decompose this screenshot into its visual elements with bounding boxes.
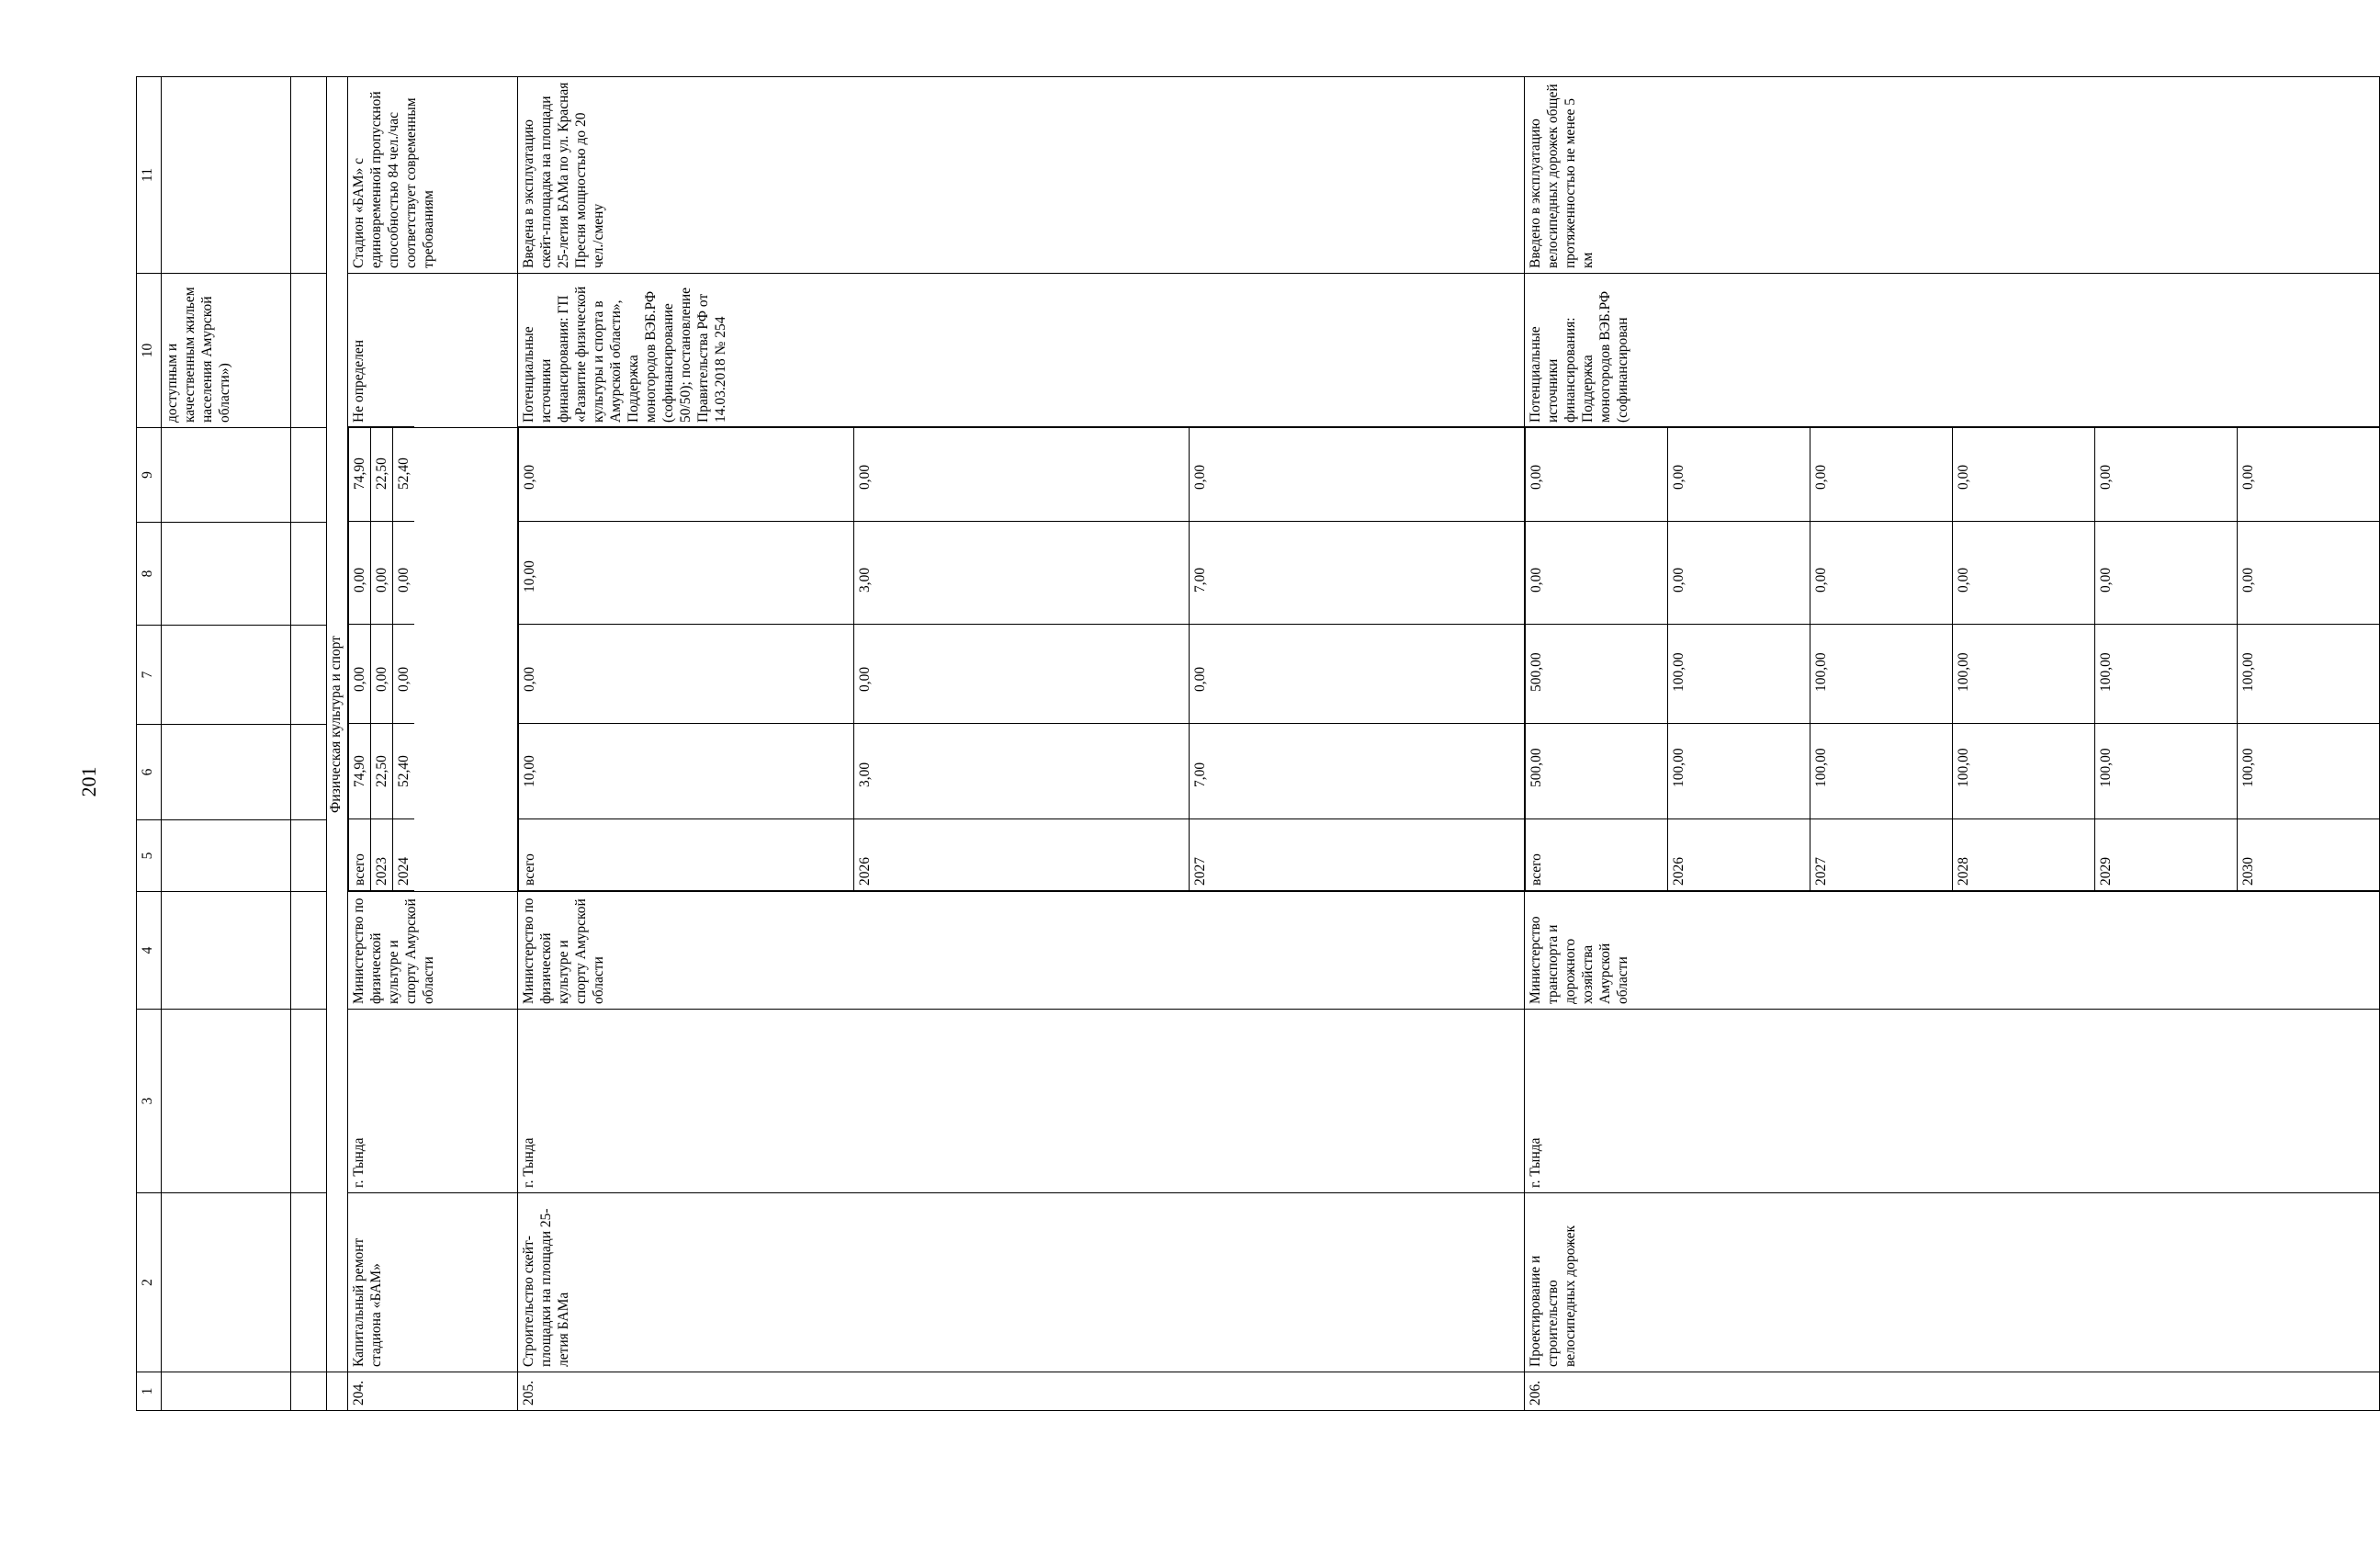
- funding-col9: 0,00: [2238, 427, 2380, 522]
- funding-total: 100,00: [1810, 724, 1953, 819]
- funding-col9: 0,00: [1668, 427, 1810, 522]
- row-number: 205.: [518, 1372, 1525, 1411]
- funding-row: [2238, 427, 2380, 891]
- funding-total: 500,00: [1526, 724, 1668, 819]
- funding-year: 2027: [1190, 819, 1525, 891]
- column-header: 10: [137, 274, 162, 428]
- funding-row: [2095, 427, 2238, 891]
- funding-col7: 0,00: [1190, 625, 1525, 724]
- funding-col7: 100,00: [2238, 625, 2380, 724]
- funding-total: 22,50: [371, 724, 393, 819]
- funding-col8: 0,00: [1810, 522, 1953, 625]
- funding-year: всего: [1526, 819, 1668, 891]
- project-name: Проектирование и строительство велосипедных дорожек: [1525, 1193, 2380, 1372]
- funding-row: [371, 427, 393, 891]
- funding-year: 2029: [2095, 819, 2238, 891]
- column-header: 5: [137, 820, 162, 892]
- column-header: 7: [137, 626, 162, 725]
- table-row: [518, 77, 1525, 1411]
- funding-col7: 0,00: [393, 625, 415, 724]
- funding-col9: 0,00: [1190, 427, 1525, 522]
- funding-total: 74,90: [349, 724, 371, 819]
- funding-by-year: [1525, 428, 2380, 892]
- funding-row: [854, 427, 1190, 891]
- funding-total: 7,00: [1190, 724, 1525, 819]
- column-header: 9: [137, 428, 162, 523]
- funding-year: 2026: [854, 819, 1190, 891]
- funding-year: 2030: [2238, 819, 2380, 891]
- funding-col7: 0,00: [371, 625, 393, 724]
- continuation-row: [162, 77, 291, 1411]
- funding-row: [393, 427, 415, 891]
- column-header: 4: [137, 892, 162, 1010]
- funding-year: 2028: [1953, 819, 2095, 891]
- funding-total: 100,00: [1953, 724, 2095, 819]
- funding-total: 3,00: [854, 724, 1190, 819]
- funding-total: 52,40: [393, 724, 415, 819]
- project-name: Капитальный ремонт стадиона «БАМ»: [348, 1193, 518, 1372]
- funding-col9: 0,00: [519, 427, 854, 522]
- column-header: 2: [137, 1193, 162, 1372]
- funding-col8: 10,00: [519, 522, 854, 625]
- column-header: 1: [137, 1372, 162, 1411]
- project-location: г. Тында: [518, 1010, 1525, 1193]
- funding-year: 2024: [393, 819, 415, 891]
- funding-col7: 100,00: [1953, 625, 2095, 724]
- funding-source: Потенциальные источники финансирования: ГП «Развитие физической культуры и спорта в Амурской области», Поддержка моногородов ВЭБ.РФ (софинансирование 50/50); постановление Правительства РФ от 14.03.2018 № 254: [518, 274, 1525, 428]
- funding-col9: 0,00: [1810, 427, 1953, 522]
- funding-col8: 0,00: [2095, 522, 2238, 625]
- funding-source: Не определен: [348, 274, 518, 428]
- expected-result: Введена в эксплуатацию скейт-площадка на площади 25-летия БАМа по ул. Красная Пресня мощностью до 20 чел./смену: [518, 77, 1525, 274]
- funding-col7: 100,00: [2095, 625, 2238, 724]
- funding-row: [1668, 427, 1810, 891]
- funding-col9: 74,90: [349, 427, 371, 522]
- page-number: 201: [77, 766, 100, 797]
- funding-total: 10,00: [519, 724, 854, 819]
- funding-by-year: [348, 428, 518, 892]
- continuation-source-text: доступным и качественным жильем населения Амурской области»): [162, 274, 291, 428]
- row-number: 206.: [1525, 1372, 2380, 1411]
- funding-col8: 0,00: [1526, 522, 1668, 625]
- section-row: [327, 77, 348, 1411]
- funding-row: [1526, 427, 1668, 891]
- funding-total: 100,00: [1668, 724, 1810, 819]
- funding-total: 100,00: [2095, 724, 2238, 819]
- funding-col9: 0,00: [1953, 427, 2095, 522]
- project-executor: Министерство по физической культуре и спорту Амурской области: [348, 892, 518, 1010]
- funding-col7: 0,00: [349, 625, 371, 724]
- funding-col9: 22,50: [371, 427, 393, 522]
- funding-col8: 3,00: [854, 522, 1190, 625]
- funding-col8: 0,00: [349, 522, 371, 625]
- column-header: 6: [137, 725, 162, 820]
- program-table: [136, 76, 2380, 1411]
- funding-year: всего: [349, 819, 371, 891]
- funding-year: всего: [519, 819, 854, 891]
- table-row: [348, 77, 518, 1411]
- funding-row: [519, 427, 854, 891]
- funding-col7: 0,00: [519, 625, 854, 724]
- row-number: 204.: [348, 1372, 518, 1411]
- funding-col8: 0,00: [1953, 522, 2095, 625]
- funding-col8: 0,00: [2238, 522, 2380, 625]
- program-table-sheet: [136, 77, 2256, 1411]
- column-number-header-row: [137, 77, 162, 1411]
- funding-col8: 0,00: [393, 522, 415, 625]
- expected-result: Стадион «БАМ» с единовременной пропускной способностью 84 чел./час соответствует современным требованиям: [348, 77, 518, 274]
- funding-row: [1190, 427, 1525, 891]
- project-name: Строительство скейт-площадки на площади 25-летия БАМа: [518, 1193, 1525, 1372]
- funding-col9: 0,00: [1526, 427, 1668, 522]
- section-title: Физическая культура и спорт: [327, 77, 348, 1372]
- funding-col8: 0,00: [1668, 522, 1810, 625]
- funding-col7: 100,00: [1810, 625, 1953, 724]
- project-executor: Министерство по физической культуре и спорту Амурской области: [518, 892, 1525, 1010]
- funding-row: [1953, 427, 2095, 891]
- expected-result: Введено в эксплуатацию велосипедных дорожек общей протяженностью не менее 5 км: [1525, 77, 2380, 274]
- funding-by-year: [518, 428, 1525, 892]
- project-location: г. Тында: [348, 1010, 518, 1193]
- funding-row: [1810, 427, 1953, 891]
- column-header: 3: [137, 1010, 162, 1193]
- funding-col9: 0,00: [2095, 427, 2238, 522]
- project-location: г. Тында: [1525, 1010, 2380, 1193]
- funding-source: Потенциальные источники финансирования: Поддержка моногородов ВЭБ.РФ (софинансирован: [1525, 274, 2380, 428]
- funding-col9: 0,00: [854, 427, 1190, 522]
- funding-year: 2026: [1668, 819, 1810, 891]
- funding-col7: 500,00: [1526, 625, 1668, 724]
- column-header: 8: [137, 523, 162, 626]
- funding-row: [349, 427, 371, 891]
- funding-col7: 0,00: [854, 625, 1190, 724]
- funding-col8: 0,00: [371, 522, 393, 625]
- funding-year: 2023: [371, 819, 393, 891]
- table-row: [1525, 77, 2380, 1411]
- funding-col8: 7,00: [1190, 522, 1525, 625]
- project-executor: Министерство транспорта и дорожного хозяйства Амурской области: [1525, 892, 2380, 1010]
- funding-year: 2027: [1810, 819, 1953, 891]
- funding-total: 100,00: [2238, 724, 2380, 819]
- funding-col9: 52,40: [393, 427, 415, 522]
- column-header: 11: [137, 77, 162, 274]
- funding-col7: 100,00: [1668, 625, 1810, 724]
- spacer-row: [291, 77, 327, 1411]
